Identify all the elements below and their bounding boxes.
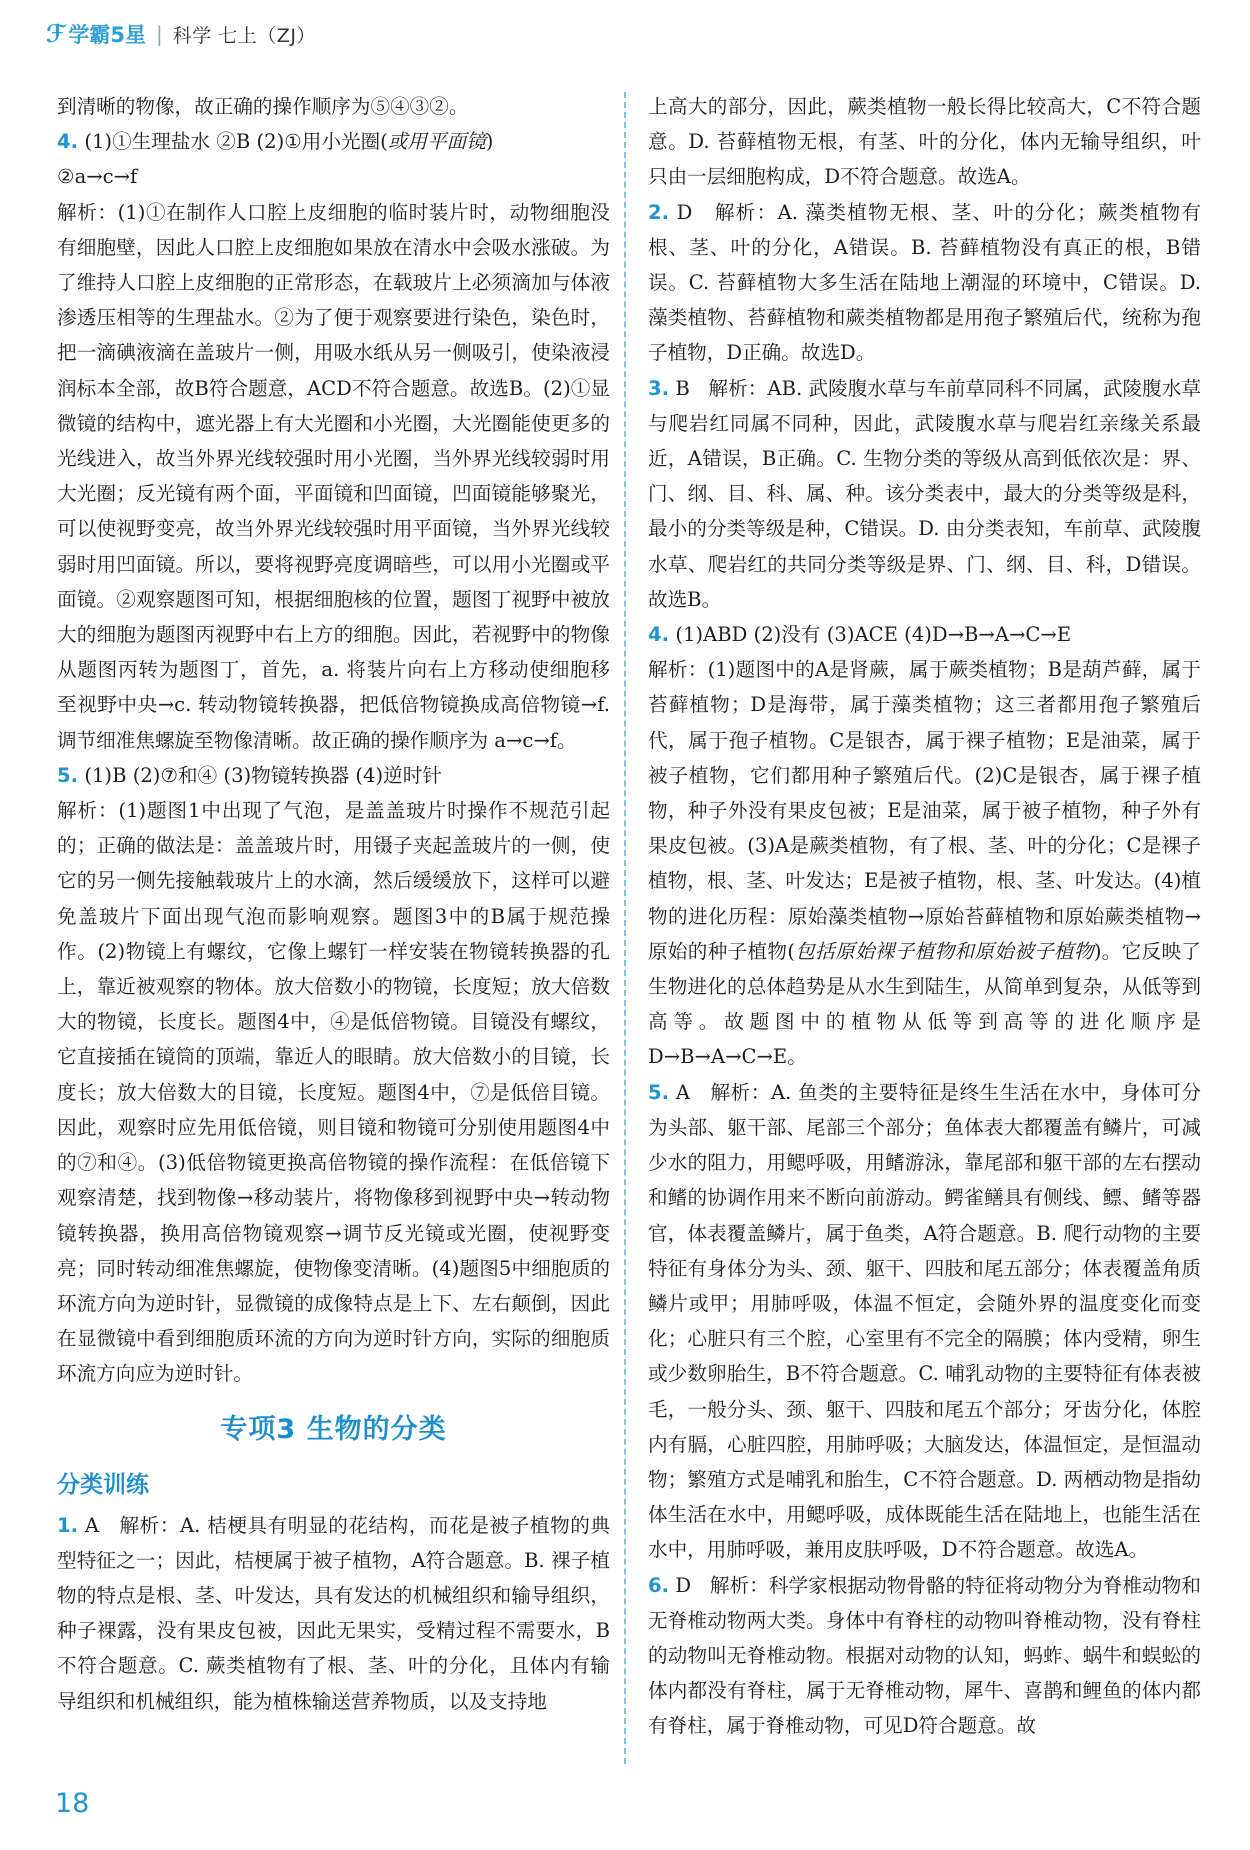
- q4-right-answer: 4. (1)ABD (2)没有 (3)ACE (4)D→B→A→C→E: [648, 623, 1072, 647]
- sub-heading: 分类训练: [57, 1471, 149, 1498]
- column-divider: [624, 92, 626, 1764]
- question-4-block: [57, 124, 610, 758]
- q1-number: 1.: [57, 1513, 79, 1537]
- question-5-block: [57, 758, 610, 1392]
- page-header: [46, 14, 316, 54]
- q2-text: 2. D 解析：A. 藻类植物无根、茎、叶的分化；蕨类植物有根、茎、叶的分化，A错误。B. 苔藓植物没有真正的根，B错误。C. 苔藓植物大多生活在陆地上潮湿的环境中，C错误。D. 藻类植物、苔藓植物和蕨类植物都是用孢子繁殖后代，统称为孢子植物，D正确。故选D。: [648, 200, 1202, 365]
- right-column: [648, 89, 1201, 1744]
- q4-right-number: 4.: [648, 623, 670, 647]
- q5-right-number: 5.: [648, 1080, 670, 1104]
- q4-answer: 4. (1)①生理盐水 ②B (2)①用小光圈(或用平面镜): [57, 130, 494, 154]
- q3-text: 3. B 解析：AB. 武陵腹水草与车前草同科不同属，武陵腹水草与爬岩红同属不同种，因此，武陵腹水草与爬岩红亲缘关系最近，A错误，B正确。C. 生物分类的等级从高到低依次是：界、门、纲、目、科、属、种。该分类表中，最大的分类等级是科，最小的分类等级是种，C错误。D. 由分类表知，车前草、武陵腹水草、爬岩红的共同分类等级是界、门、纲、目、科，D错误。故选B。: [648, 376, 1201, 611]
- continued-text-right: 上高大的部分，因此，蕨类植物一般长得比较高大，C不符合题意。D. 苔藓植物无根，有茎、叶的分化，体内无输导组织，叶只由一层细胞构成，D不符合题意。故选A。: [648, 95, 1201, 189]
- q1-text: 1. A 解析：A. 桔梗具有明显的花结构，而花是被子植物的典型特征之一；因此，桔梗属于被子植物，A符合题意。B. 裸子植物的特点是根、茎、叶发达，具有发达的机械组织和输导组织，种子裸露，没有果皮包被，因此无果实，受精过程不需要水，B不符合题意。C. 蕨类植物有了根、茎、叶的分化，且体内有输导组织和机械组织，能为植株输送营养物质，以及支持地: [57, 1513, 611, 1713]
- page-number: 18: [55, 1788, 90, 1819]
- question-1-block: [57, 1508, 610, 1719]
- q2-number: 2.: [648, 200, 670, 224]
- q5-right-text: 5. A 解析：A. 鱼类的主要特征是终生生活在水中，身体可分为头部、躯干部、尾部三个部分；鱼体表大都覆盖有鳞片，可减少水的阻力，用鳃呼吸，用鳍游泳，靠尾部和躯干部的左右摆动和鳍的协调作用来不断向前游动。鳄雀鳝具有侧线、鳔、鳍等器官，体表覆盖鳞片，属于鱼类，A符合题意。B. 爬行动物的主要特征有身体分为头、颈、躯干、四肢和尾五部分；体表覆盖角质鳞片或甲；用肺呼吸，体温不恒定，会随外界的温度变化而变化；心脏只有三个腔，心室里有不完全的隔膜；体内受精，卵生或少数卵胎生，B不符合题意。C. 哺乳动物的主要特征有体表被毛，一般分头、颈、躯干、四肢和尾五个部分；牙齿分化，体腔内有膈，心脏四腔，用肺呼吸；大脑发达，体温恒定，是恒温动物；繁殖方式是哺乳和胎生，C不符合题意。D. 两栖动物是指幼体生活在水中，用鳃呼吸，成体既能生活在陆地上，也能生活在水中，用肺呼吸，兼用皮肤呼吸，D不符合题意。故选A。: [648, 1080, 1202, 1562]
- q5-answer: 5. (1)B (2)⑦和④ (3)物镜转换器 (4)逆时针: [57, 763, 442, 787]
- left-column: [57, 89, 610, 1719]
- subject-label: 科学 七上（ZJ）: [172, 24, 316, 47]
- q4-number: 4.: [57, 130, 79, 154]
- q4-analysis: 解析：(1)①在制作人口腔上皮细胞的临时装片时，动物细胞没有细胞壁，因此人口腔上皮细胞如果放在清水中会吸水涨破。为了维持人口腔上皮细胞的正常形态，在载玻片上必须滴加与体液渗透压相等的生理盐水。②为了便于观察要进行染色，染色时，把一滴碘液滴在盖玻片一侧，用吸水纸从另一侧吸引，使染液浸润标本全部，故B符合题意，ACD不符合题意。故选B。(2)①显微镜的结构中，遮光器上有大光圈和小光圈，大光圈能使更多的光线进入，故当外界光线较强时用小光圈，当外界光线较弱时用大光圈；反光镜有两个面，平面镜和凹面镜，凹面镜能够聚光，可以使视野变亮，故当外界光线较强时用平面镜，当外界光线较弱时用凹面镜。所以，要将视野亮度调暗些，可以用小光圈或平面镜。②观察题图可知，根据细胞核的位置，题图丁视野中被放大的细胞为题图丙视野中右上方的细胞。因此，若视野中的物像从题图丙转为题图丁，首先，a. 将装片向右上方移动使细胞移至视野中央→c. 转动物镜转换器，把低倍物镜换成高倍物镜→f. 调节细准焦螺旋至物像清晰。故正确的操作顺序为 a→c→f。: [57, 200, 610, 752]
- q5-number: 5.: [57, 763, 79, 787]
- q3-number: 3.: [648, 376, 670, 400]
- brand-name: 学霸5星: [68, 23, 147, 47]
- q4-answer-line2: ②a→c→f: [57, 165, 138, 189]
- brand-logo-icon: ℱ: [46, 20, 66, 48]
- q6-text: 6. D 解析：科学家根据动物骨骼的特征将动物分为脊椎动物和无脊椎动物两大类。身体中有脊柱的动物叫脊椎动物，没有脊柱的动物叫无脊椎动物。根据对动物的认知，蚂蚱、蜗牛和蜈蚣的体内都没有脊柱，属于无脊椎动物，犀牛、喜鹊和鲤鱼的体内都有脊柱，属于脊椎动物，可见D符合题意。故: [648, 1573, 1201, 1738]
- continued-text: 到清晰的物像，故正确的操作顺序为⑤④③②。: [57, 95, 469, 118]
- section-title: 专项3 生物的分类: [220, 1413, 447, 1445]
- q6-number: 6.: [648, 1573, 670, 1597]
- q5-analysis: 解析：(1)题图1中出现了气泡，是盖盖玻片时操作不规范引起的；正确的做法是：盖盖玻片时，用镊子夹起盖玻片的一侧，使它的另一侧先接触载玻片上的水滴，然后缓缓放下，这样可以避免盖玻片下面出现气泡而影响观察。题图3中的B属于规范操作。(2)物镜上有螺纹，它像上螺钉一样安装在物镜转换器的孔上，靠近被观察的物体。放大倍数小的物镜，长度短；放大倍数大的物镜，长度长。题图4中，④是低倍物镜。目镜没有螺纹，它直接插在镜筒的顶端，靠近人的眼睛。放大倍数小的目镜，长度长；放大倍数大的目镜，长度短。题图4中，⑦是低倍目镜。因此，观察时应先用低倍镜，则目镜和物镜可分别使用题图4中的⑦和④。(3)低倍物镜更换高倍物镜的操作流程：在低倍镜下观察清楚，找到物像→移动装片，将物像移到视野中央→转动物镜转换器，换用高倍物镜观察→调节反光镜或光圈，使视野变亮；同时转动细准焦螺旋，使物像变清晰。(4)题图5中细胞质的环流方向为逆时针，显微镜的成像特点是上下、左右颠倒，因此在显微镜中看到细胞质环流的方向为逆时针方向，实际的细胞质环流方向应为逆时针。: [57, 799, 610, 1386]
- header-separator: |: [156, 22, 163, 46]
- q4-right-analysis: 解析：(1)题图中的A是肾蕨，属于蕨类植物；B是葫芦藓，属于苔藓植物；D是海带，属于藻类植物；这三者都用孢子繁殖后代，属于孢子植物。C是银杏，属于裸子植物；E是油菜，属于被子植物，它们都用种子繁殖后代。(2)C是银杏，属于裸子植物，种子外没有果皮包被；E是油菜，属于被子植物，种子外有果皮包被。(3)A是蕨类植物，有了根、茎、叶的分化；C是裸子植物，根、茎、叶发达；E是被子植物，根、茎、叶发达。(4)植物的进化历程：原始藻类植物→原始苔藓植物和原始蕨类植物→原始的种子植物(包括原始裸子植物和原始被子植物)。它反映了生物进化的总体趋势是从水生到陆生，从简单到复杂，从低等到高等。故题图中的植物从低等到高等的进化顺序是 D→B→A→C→E。: [648, 658, 1201, 1069]
